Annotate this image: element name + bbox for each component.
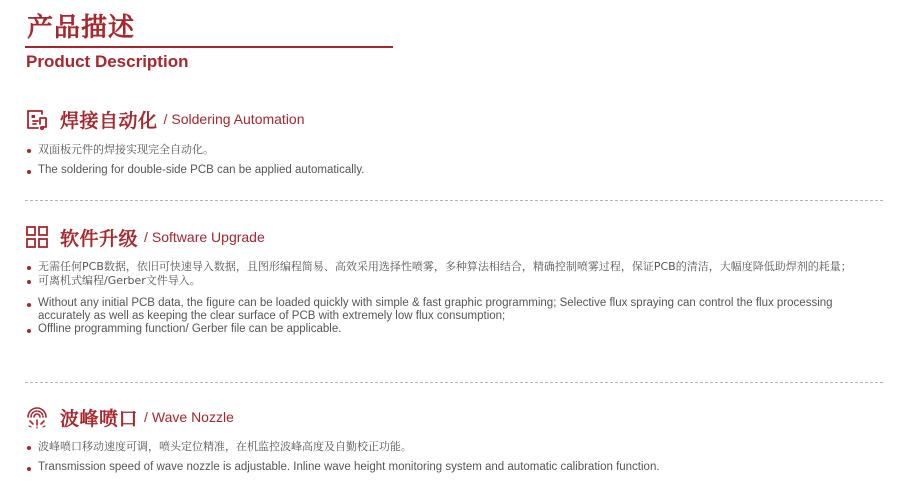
section-title-en: Soldering Automation xyxy=(171,111,305,127)
wave-spray-icon xyxy=(25,405,49,429)
section-title-cn: 焊接自动化 xyxy=(60,109,158,132)
list-item: 波峰喷口移动速度可调，喷头定位精准，在机监控波峰高度及自勤校正功能。 xyxy=(25,440,881,454)
section-title-en: Software Upgrade xyxy=(151,229,265,245)
section-divider xyxy=(25,200,883,201)
section-header-soldering xyxy=(25,106,305,132)
grid-squares-icon xyxy=(25,225,49,249)
section-title-cn: 软件升级 xyxy=(60,227,139,250)
section-title-en: Wave Nozzle xyxy=(151,409,234,425)
list-item: Offline programming function/ Gerber file can be applicable. xyxy=(25,323,881,336)
title-separator: / xyxy=(144,409,148,425)
section-divider xyxy=(25,382,883,383)
solder-board-icon xyxy=(25,107,49,131)
list-item: Transmission speed of wave nozzle is adjustable. Inline wave height monitoring system and automatic calibration function. xyxy=(25,461,881,474)
title-separator: / xyxy=(163,111,168,127)
title-underline xyxy=(25,46,393,48)
list-item: 双面板元件的焊接实现完全自动化。 xyxy=(25,143,881,157)
list-item: 无需任何PCB数据，依旧可快速导入数据，且图形编程简易、高效采用选择性喷雾，多种算法相结合，精确控制喷雾过程，保证PCB的清洁，大幅度降低助焊剂的耗量； xyxy=(25,260,881,274)
section-header-software xyxy=(25,224,265,250)
section-bullets-soldering xyxy=(25,143,881,177)
section-header-wave-nozzle xyxy=(25,404,234,430)
section-title-cn: 波峰喷口 xyxy=(60,407,139,430)
title-separator: / xyxy=(144,229,148,245)
section-bullets-software xyxy=(25,260,881,336)
page-title-en: Product Description xyxy=(26,52,189,71)
page-title-cn: 产品描述 xyxy=(27,13,136,43)
list-item: 可离机式编程/Gerber文件导入。 xyxy=(25,274,881,288)
list-item: Without any initial PCB data, the figure can be loaded quickly with simple & fast graphic programming; Selective flux spraying can control the flux processing accurately as well as keeping the clear surface of PCB with extremely low flux consumption; xyxy=(25,297,881,323)
section-bullets-wave-nozzle xyxy=(25,440,881,474)
list-item: The soldering for double-side PCB can be applied automatically. xyxy=(25,164,881,177)
